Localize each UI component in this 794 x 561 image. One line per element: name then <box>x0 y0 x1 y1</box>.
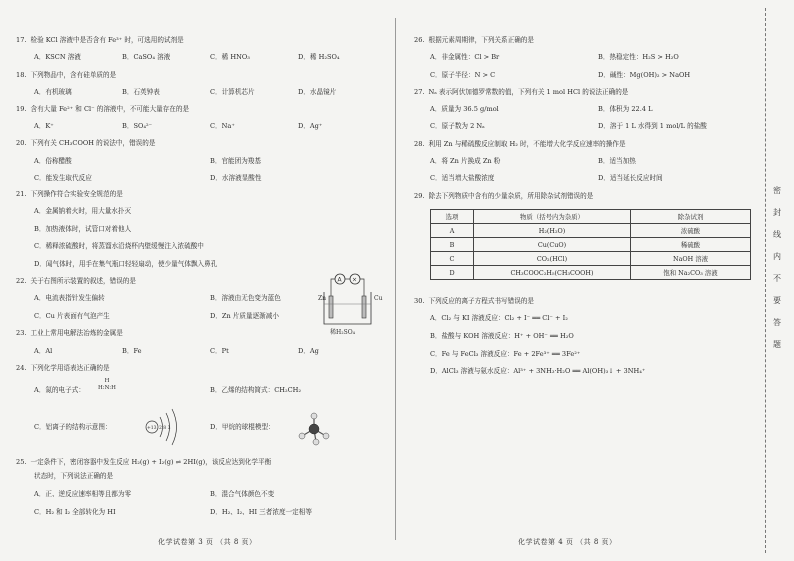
option-c: C．H₂ 和 I₂ 全部转化为 HI <box>34 508 116 516</box>
option-a: A．K⁺ <box>34 122 54 130</box>
question-20 <box>16 139 155 148</box>
seal-line <box>765 8 766 553</box>
question-number: 17. <box>16 36 27 44</box>
question-number: 22. <box>16 277 27 285</box>
option-b: B．官能团为羧基 <box>210 157 262 165</box>
option-b: B．盐酸与 KOH 溶液反应：H⁺ + OH⁻ ══ H₂O <box>430 332 574 340</box>
table-row <box>431 238 751 252</box>
option-b: B．热稳定性：H₂S > H₂O <box>598 53 679 61</box>
option-d: D．Zn 片质量逐渐减小 <box>210 312 279 320</box>
table-cell: NaOH 溶液 <box>631 252 751 266</box>
option-b: B．SO₄²⁻ <box>122 122 153 130</box>
options-18 <box>34 88 336 97</box>
option-c: C．稀释浓硫酸时，将蒸馏水沿烧杯内壁缓慢注入浓硫酸中 <box>34 242 204 250</box>
table-row <box>431 252 751 266</box>
question-number: 28. <box>414 140 425 148</box>
question-text: 工业上常用电解法冶炼的金属是 <box>30 329 123 337</box>
question-text: 利用 Zn 与稀硫酸反应制取 H₂ 时，不能增大化学反应速率的操作是 <box>428 140 626 148</box>
question-27 <box>414 88 628 97</box>
zn-label: Zn <box>318 295 327 302</box>
options-26-ab <box>430 53 679 62</box>
table-cell: Cu(CuO) <box>474 238 631 252</box>
question-number: 26. <box>414 36 425 44</box>
formula-h: H <box>104 378 110 384</box>
table-cell: 浓硫酸 <box>631 224 751 238</box>
option-d: D．溶于 1 L 水得到 1 mol/L 的盐酸 <box>598 122 707 130</box>
question-23 <box>16 329 123 338</box>
options-28-cd <box>430 174 663 183</box>
option-b: B．加热液体时，试管口对着他人 <box>34 225 132 233</box>
question-number: 24. <box>16 364 27 372</box>
option-b: B．CaSO₄ 溶液 <box>122 53 171 61</box>
question-30 <box>414 297 534 306</box>
question-text: 除去下列物质中含有的少量杂质，所用除杂试剂错误的是 <box>428 192 594 200</box>
left-page <box>0 0 395 561</box>
electron-formula <box>98 378 116 392</box>
option-b: B．乙烯的结构简式：CH₂CH₂ <box>210 386 302 394</box>
page-footer: 化学试卷第 4 页 （共 8 页） <box>518 538 617 546</box>
zn-electrode <box>329 296 333 318</box>
options-22-ab <box>34 294 281 303</box>
option-d: D．Ag <box>298 347 319 355</box>
option-c: C．Fe 与 FeCl₃ 溶液反应：Fe + 2Fe³⁺ ══ 3Fe²⁺ <box>430 350 581 358</box>
option-c: C．原子数为 2 Nₐ <box>430 122 485 130</box>
question-text: 关于右图所示装置的叙述，错误的是 <box>30 277 136 285</box>
option-c: C．Cu 片表面有气泡产生 <box>34 312 110 320</box>
cu-electrode <box>362 296 366 318</box>
option-c: C．能发生取代反应 <box>34 174 92 182</box>
options-20-cd <box>34 174 261 183</box>
options-27-cd <box>430 122 707 131</box>
question-25 <box>16 458 271 467</box>
option-d: D．闻气体时，用手在集气瓶口轻轻扇动，使少量气体飘入鼻孔 <box>34 260 218 268</box>
question-17 <box>16 36 184 45</box>
option-a: A．非金属性：Cl > Br <box>430 53 500 61</box>
option-c: C．计算机芯片 <box>210 88 255 96</box>
option-b: B．溶液由无色变为蓝色 <box>210 294 281 302</box>
question-text: 一定条件下，密闭容器中发生反应 H₂(g) + I₂(g) ⇌ 2HI(g)，该反应达到化学平衡 <box>30 458 272 466</box>
question-text: 下列操作符合实验安全规范的是 <box>30 190 123 198</box>
question-number: 27. <box>414 88 425 96</box>
option-b: B．混合气体颜色不变 <box>210 490 275 498</box>
question-number: 29. <box>414 192 425 200</box>
question-21 <box>16 190 123 199</box>
options-22-cd <box>34 312 279 321</box>
question-number: 30. <box>414 297 425 305</box>
options-25-cd <box>34 508 312 517</box>
options-28-ab <box>430 157 636 166</box>
page-divider <box>395 18 396 540</box>
table-cell: 稀硫酸 <box>631 238 751 252</box>
option-d: D．AlCl₃ 溶液与氨水反应：Al³⁺ + 3NH₃·H₂O ══ Al(OH)₃↓ + 3NH₄⁺ <box>430 367 646 375</box>
question-text: Nₐ 表示阿伏加德罗常数的值，下列有关 1 mol HCl 的说法正确的是 <box>428 88 629 96</box>
page-footer: 化学试卷第 3 页 （共 8 页） <box>158 538 257 546</box>
options-20-ab <box>34 157 261 166</box>
table-cell: B <box>431 238 474 252</box>
table-cell: CO₂(HCl) <box>474 252 631 266</box>
question-25-cont: 状态时，下列说法正确的是 <box>34 472 114 480</box>
options-23 <box>34 347 319 356</box>
question-18 <box>16 71 116 80</box>
table-row <box>431 266 751 280</box>
right-page <box>398 0 750 561</box>
cu-label: Cu <box>374 295 383 302</box>
question-24 <box>16 364 110 373</box>
question-text: 下列化学用语表达正确的是 <box>30 364 110 372</box>
option-d: D．Ag⁺ <box>298 122 323 130</box>
option-a: A．质量为 36.5 g/mol <box>430 105 499 113</box>
option-a: A．KSCN 溶液 <box>34 53 81 61</box>
options-25-ab <box>34 490 274 499</box>
galvanic-cell-figure <box>318 270 388 338</box>
question-text: 检验 KCl 溶液中是否含有 Fe³⁺ 时，可选用的试剂是 <box>30 36 184 44</box>
option-b: B．体积为 22.4 L <box>598 105 653 113</box>
option-d: D．碱性：Mg(OH)₂ > NaOH <box>598 71 691 79</box>
nucleus-charge: +13 <box>147 426 157 431</box>
options-26-cd <box>430 71 690 80</box>
option-c: C．铝离子的结构示意图： <box>34 423 112 431</box>
question-29 <box>414 192 593 201</box>
question-number: 21. <box>16 190 27 198</box>
question-22 <box>16 277 136 286</box>
table-row <box>431 224 751 238</box>
question-text: 下列反应的离子方程式书写错误的是 <box>428 297 534 305</box>
al-ion-structure-figure <box>142 405 190 449</box>
svg-text:×: × <box>352 276 358 284</box>
option-d: D．水晶镜片 <box>298 88 337 96</box>
option-c: C．Pt <box>210 347 229 355</box>
options-24-ab <box>34 386 301 395</box>
question-number: 25. <box>16 458 27 466</box>
option-b: B．石英钟表 <box>122 88 160 96</box>
question-number: 20. <box>16 139 27 147</box>
option-c: C．适当增大盐酸浓度 <box>430 174 495 182</box>
question-number: 23. <box>16 329 27 337</box>
options-27-ab <box>430 105 652 114</box>
option-a: A．氮的电子式： <box>34 386 85 394</box>
formula-hnh: H:N:H <box>98 385 116 391</box>
option-a: A．电流表指针发生偏转 <box>34 294 105 302</box>
solution-label: 稀H₂SO₄ <box>330 329 356 336</box>
option-d: D．甲烷的球棍模型： <box>210 423 275 431</box>
question-19 <box>16 105 189 114</box>
question-28 <box>414 140 626 149</box>
option-b: B．适当加热 <box>598 157 636 165</box>
table-header: 选项 <box>431 210 474 224</box>
impurity-table <box>430 209 751 280</box>
option-a: A．正、逆反应速率相等且都为零 <box>34 490 132 498</box>
table-cell: A <box>431 224 474 238</box>
table-cell: CH₃COOC₂H₅(CH₃COOH) <box>474 266 631 280</box>
option-c: C．Na⁺ <box>210 122 235 130</box>
option-d: D．H₂、I₂、HI 三者浓度一定相等 <box>210 508 312 516</box>
table-header: 除杂试剂 <box>631 210 751 224</box>
shell-electrons: 2 8 3 <box>159 426 171 431</box>
option-a: A．金属钠着火时，用大量水扑灭 <box>34 207 132 215</box>
option-c: C．稀 HNO₃ <box>210 53 250 61</box>
option-a: A．将 Zn 片换成 Zn 粉 <box>430 157 501 165</box>
option-a: A．Al <box>34 347 53 355</box>
question-26 <box>414 36 534 45</box>
table-header-row <box>431 210 751 224</box>
svg-text:A: A <box>337 276 342 284</box>
table-cell: H₂(H₂O) <box>474 224 631 238</box>
option-a: A．Cl₂ 与 KI 溶液反应：Cl₂ + I⁻ ══ Cl⁻ + I₂ <box>430 314 568 322</box>
question-number: 18. <box>16 71 27 79</box>
option-d: D．水溶液显酸性 <box>210 174 262 182</box>
option-b: B．Fe <box>122 347 142 355</box>
question-text: 下列有关 CH₃COOH 的说法中，错误的是 <box>30 139 156 147</box>
options-19 <box>34 122 322 131</box>
question-text: 根据元素周期律，下列关系正确的是 <box>428 36 534 44</box>
methane-ball-stick-model <box>296 412 332 446</box>
binding-margin <box>752 0 794 561</box>
options-17 <box>34 53 340 62</box>
table-cell: C <box>431 252 474 266</box>
seal-notice: 密 封 线 内 不 要 答 题 <box>773 186 781 349</box>
option-c: C．原子半径：N > C <box>430 71 496 79</box>
option-a: A．有机玻璃 <box>34 88 72 96</box>
question-text: 下列物品中，含有硅单质的是 <box>30 71 117 79</box>
option-d: D．适当延长反应时间 <box>598 174 663 182</box>
table-cell: D <box>431 266 474 280</box>
question-number: 19. <box>16 105 27 113</box>
option-d: D．稀 H₂SO₄ <box>298 53 340 61</box>
table-header: 物质（括号内为杂质） <box>474 210 631 224</box>
table-cell: 饱和 Na₂CO₃ 溶液 <box>631 266 751 280</box>
question-text: 含有大量 Fe²⁺ 和 Cl⁻ 的溶液中，不可能大量存在的是 <box>30 105 190 113</box>
option-a: A．俗称醋酸 <box>34 157 72 165</box>
